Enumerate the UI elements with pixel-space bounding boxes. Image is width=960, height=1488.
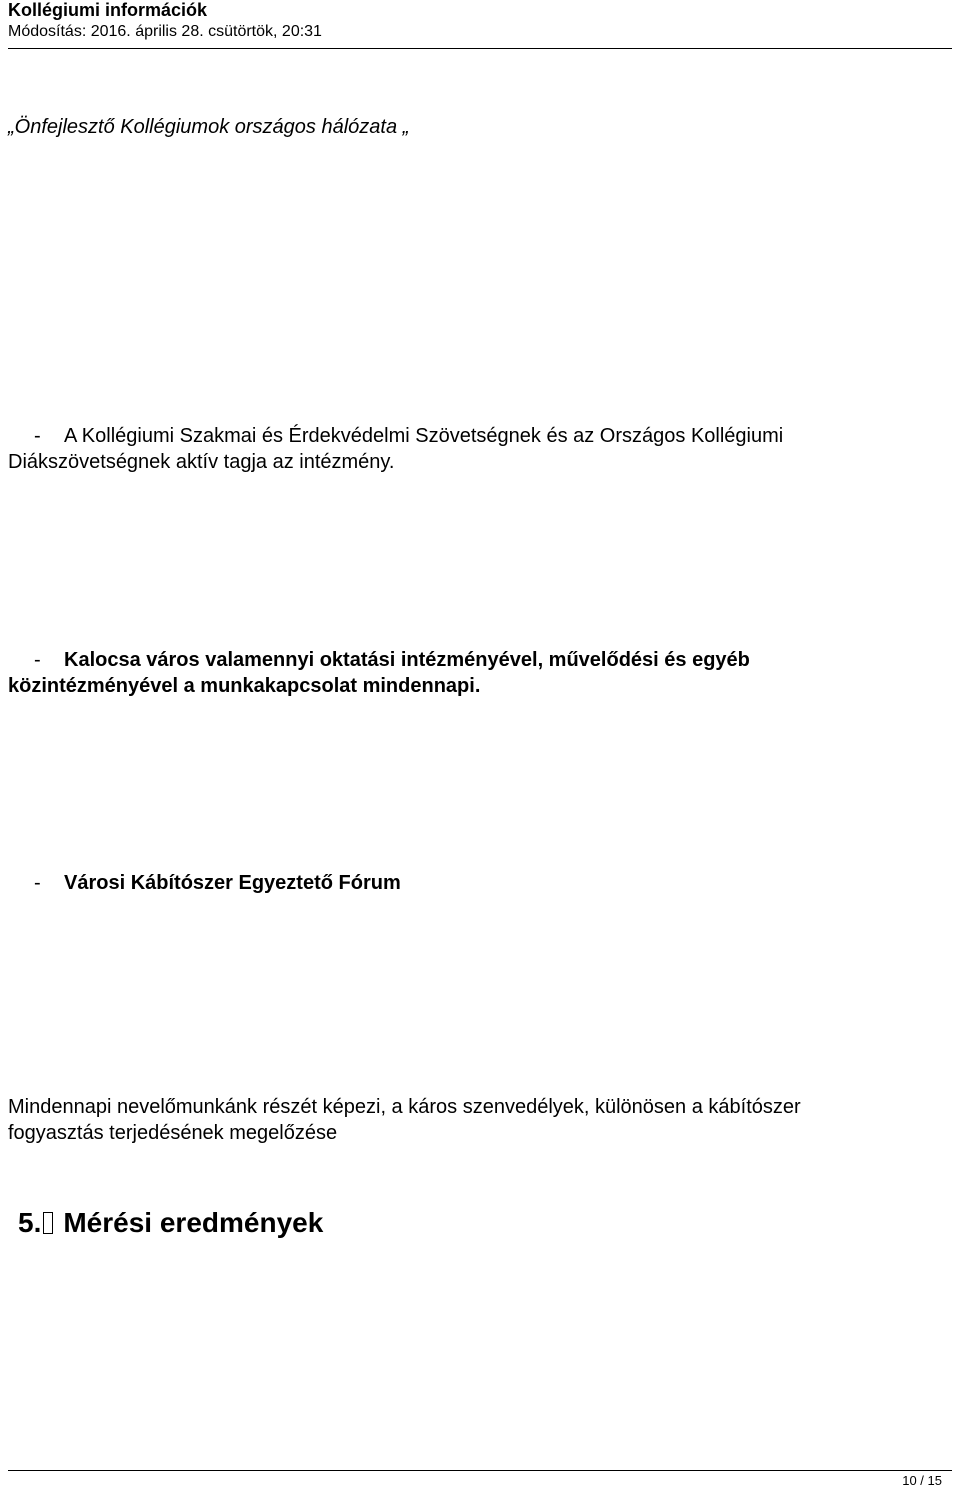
paragraph-line: Mindennapi nevelőmunkánk részét képezi, a káros szenvedélyek, különösen a kábítószer [8, 1096, 801, 1118]
section-number: 5. [18, 1206, 53, 1240]
section-title: Mérési eredmények [63, 1207, 324, 1238]
paragraph [8, 1094, 952, 1146]
list-item-line [8, 870, 952, 896]
list-item-line [8, 423, 952, 449]
list-item-line: Diákszövetségnek aktív tagja az intézmény. [8, 451, 395, 473]
page-footer [8, 1470, 952, 1488]
dash-marker: - [34, 649, 41, 671]
list-item-line: közintézményével a munkakapcsolat mindennapi. [8, 675, 481, 697]
page-number: 10 / 15 [902, 1473, 942, 1488]
network-title: „Önfejlesztő Kollégiumok országos hálózata „ [8, 116, 410, 138]
list-item-text: A Kollégiumi Szakmai és Érdekvédelmi Szövetségnek és az Országos Kollégiumi [64, 425, 784, 447]
header-modified-date: Módosítás: 2016. április 28. csütörtök, 20:31 [8, 23, 322, 40]
list-item [8, 423, 952, 475]
list-item-text: Kalocsa város valamennyi oktatási intézményével, művelődési és egyéb [64, 649, 750, 671]
list-item [8, 647, 952, 699]
page-header [8, 0, 952, 49]
dash-marker: - [34, 872, 41, 894]
section-heading [18, 1206, 323, 1240]
dash-marker: - [34, 425, 41, 447]
missing-glyph-icon [43, 1212, 53, 1234]
paragraph-line: fogyasztás terjedésének megelőzése [8, 1122, 338, 1144]
list-item [8, 870, 952, 896]
header-title: Kollégiumi információk [8, 0, 208, 20]
list-item-line [8, 647, 952, 673]
list-item-text: Városi Kábítószer Egyeztető Fórum [64, 872, 401, 894]
